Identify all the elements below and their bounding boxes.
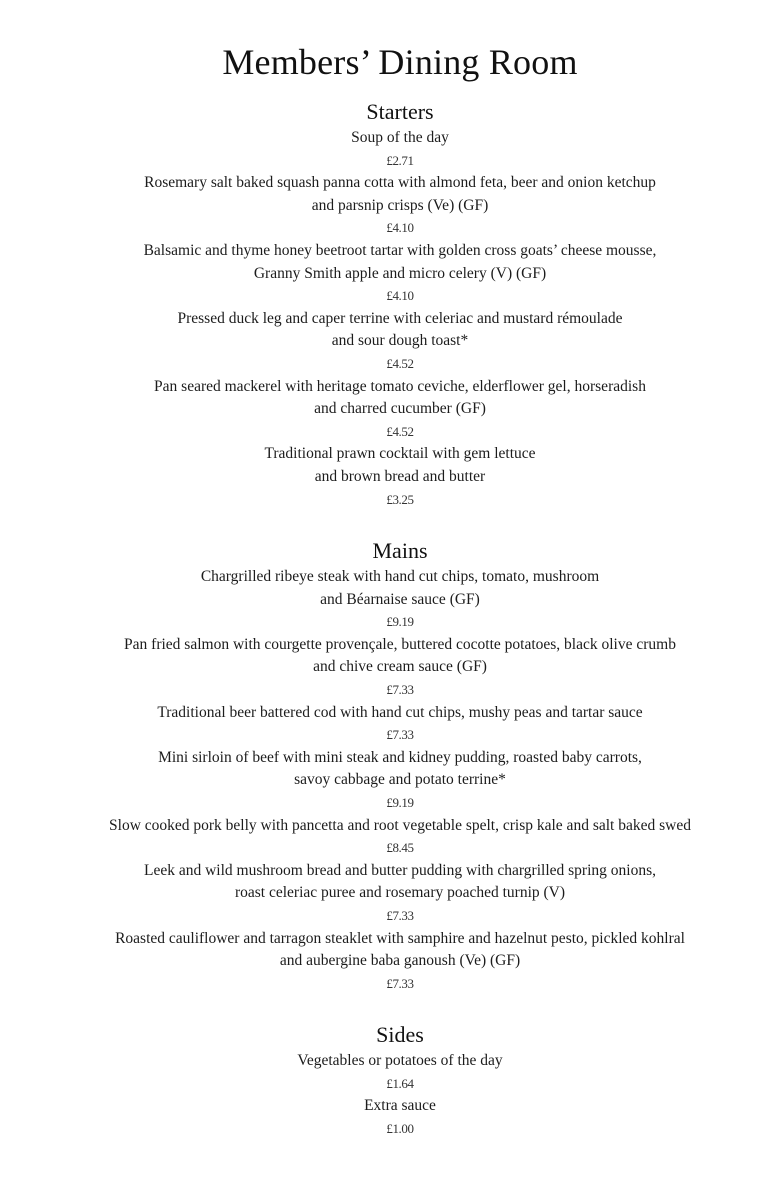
menu-item [0, 634, 773, 702]
menu-item-price: £7.33 [386, 727, 414, 743]
menu-item-price: £4.10 [386, 288, 414, 304]
menu-item-price: £1.00 [386, 1120, 414, 1136]
menu-item [0, 860, 773, 928]
menu-item [0, 172, 773, 240]
section-mains [0, 538, 773, 995]
menu-item-price: £7.33 [386, 681, 414, 697]
menu-item-description: Traditional beer battered cod with hand cut chips, mushy peas and tartar sauce [157, 703, 643, 721]
menu-item [0, 443, 773, 511]
section-starters [0, 99, 773, 511]
menu-item-description: Rosemary salt baked squash panna cotta with almond feta, beer and onion ketchup [144, 174, 656, 192]
menu-item-description: savoy cabbage and potato terrine* [294, 771, 506, 789]
menu-item-description: Mini sirloin of beef with mini steak and kidney pudding, roasted baby carrots, [158, 748, 642, 766]
menu-items [0, 566, 773, 995]
menu-item-description: Granny Smith apple and micro celery (V) (GF) [253, 264, 547, 282]
menu-item-description: Pan seared mackerel with heritage tomato ceviche, elderflower gel, horseradish [154, 377, 646, 395]
menu-item [0, 308, 773, 376]
menu-item-description: Vegetables or potatoes of the day [297, 1052, 503, 1069]
menu-item-description: and Béarnaise sauce (GF) [320, 590, 480, 608]
menu-item-price: £2.71 [386, 152, 414, 168]
menu-item [0, 928, 773, 996]
menu-item-description: and charred cucumber (GF) [314, 400, 486, 418]
menu-item-description: and sour dough toast* [331, 332, 469, 350]
menu-item [0, 815, 773, 860]
menu-item-description: and parsnip crisps (Ve) (GF) [311, 196, 489, 214]
menu-item-price: £4.52 [386, 423, 414, 439]
menu-item-price: £4.52 [386, 355, 414, 371]
menu-item [0, 566, 773, 634]
menu-item-description: Soup of the day [351, 129, 449, 146]
menu-item-price: £9.19 [386, 794, 414, 810]
menu-item-description: and brown bread and butter [314, 467, 486, 485]
menu-item-price: £1.64 [386, 1075, 414, 1091]
menu-item-description: Leek and wild mushroom bread and butter pudding with chargrilled spring onions, [144, 861, 656, 879]
menu-item-description: roast celeriac puree and rosemary poached turnip (V) [234, 884, 566, 902]
menu-item-description: and aubergine baba ganoush (Ve) (GF) [279, 952, 521, 970]
menu-item-description: Roasted cauliflower and tarragon steaklet with samphire and hazelnut pesto, pickled kohlral [115, 929, 685, 947]
menu-item [0, 747, 773, 815]
section-title: Starters [366, 99, 434, 124]
menu-item-price: £4.10 [386, 220, 414, 236]
menu-item-description: Traditional prawn cocktail with gem lettuce [264, 445, 536, 463]
section-title: Sides [376, 1022, 424, 1047]
menu-item [0, 127, 773, 172]
menu-item-description: Extra sauce [364, 1097, 436, 1115]
menu-item-description: Chargrilled ribeye steak with hand cut chips, tomato, mushroom [200, 568, 600, 585]
menu-item-price: £7.33 [386, 975, 414, 991]
menu-item [0, 1050, 773, 1095]
menu-item [0, 240, 773, 308]
menu-item [0, 1095, 773, 1140]
section-sides [0, 1022, 773, 1140]
menu-item-description: Pressed duck leg and caper terrine with celeriac and mustard rémoulade [177, 309, 623, 327]
menu-item-description: Balsamic and thyme honey beetroot tartar with golden cross goats’ cheese mousse, [143, 241, 657, 259]
menu-item-description: Pan fried salmon with courgette provençale, buttered cocotte potatoes, black olive crumb [124, 635, 676, 653]
menu-item-description: and chive cream sauce (GF) [313, 658, 487, 676]
menu-items [0, 1050, 773, 1140]
section-title: Mains [372, 538, 428, 563]
menu-item [0, 376, 773, 444]
menu-title: Members’ Dining Room [222, 42, 578, 82]
menu-item-price: £3.25 [386, 491, 414, 507]
menu-item-price: £8.45 [386, 840, 414, 856]
menu-item-price: £7.33 [386, 907, 414, 923]
menu-item-description: Slow cooked pork belly with pancetta and root vegetable spelt, crisp kale and salt baked swed [109, 816, 691, 834]
menu-item [0, 702, 773, 747]
menu-items [0, 127, 773, 511]
menu-item-price: £9.19 [386, 614, 414, 630]
